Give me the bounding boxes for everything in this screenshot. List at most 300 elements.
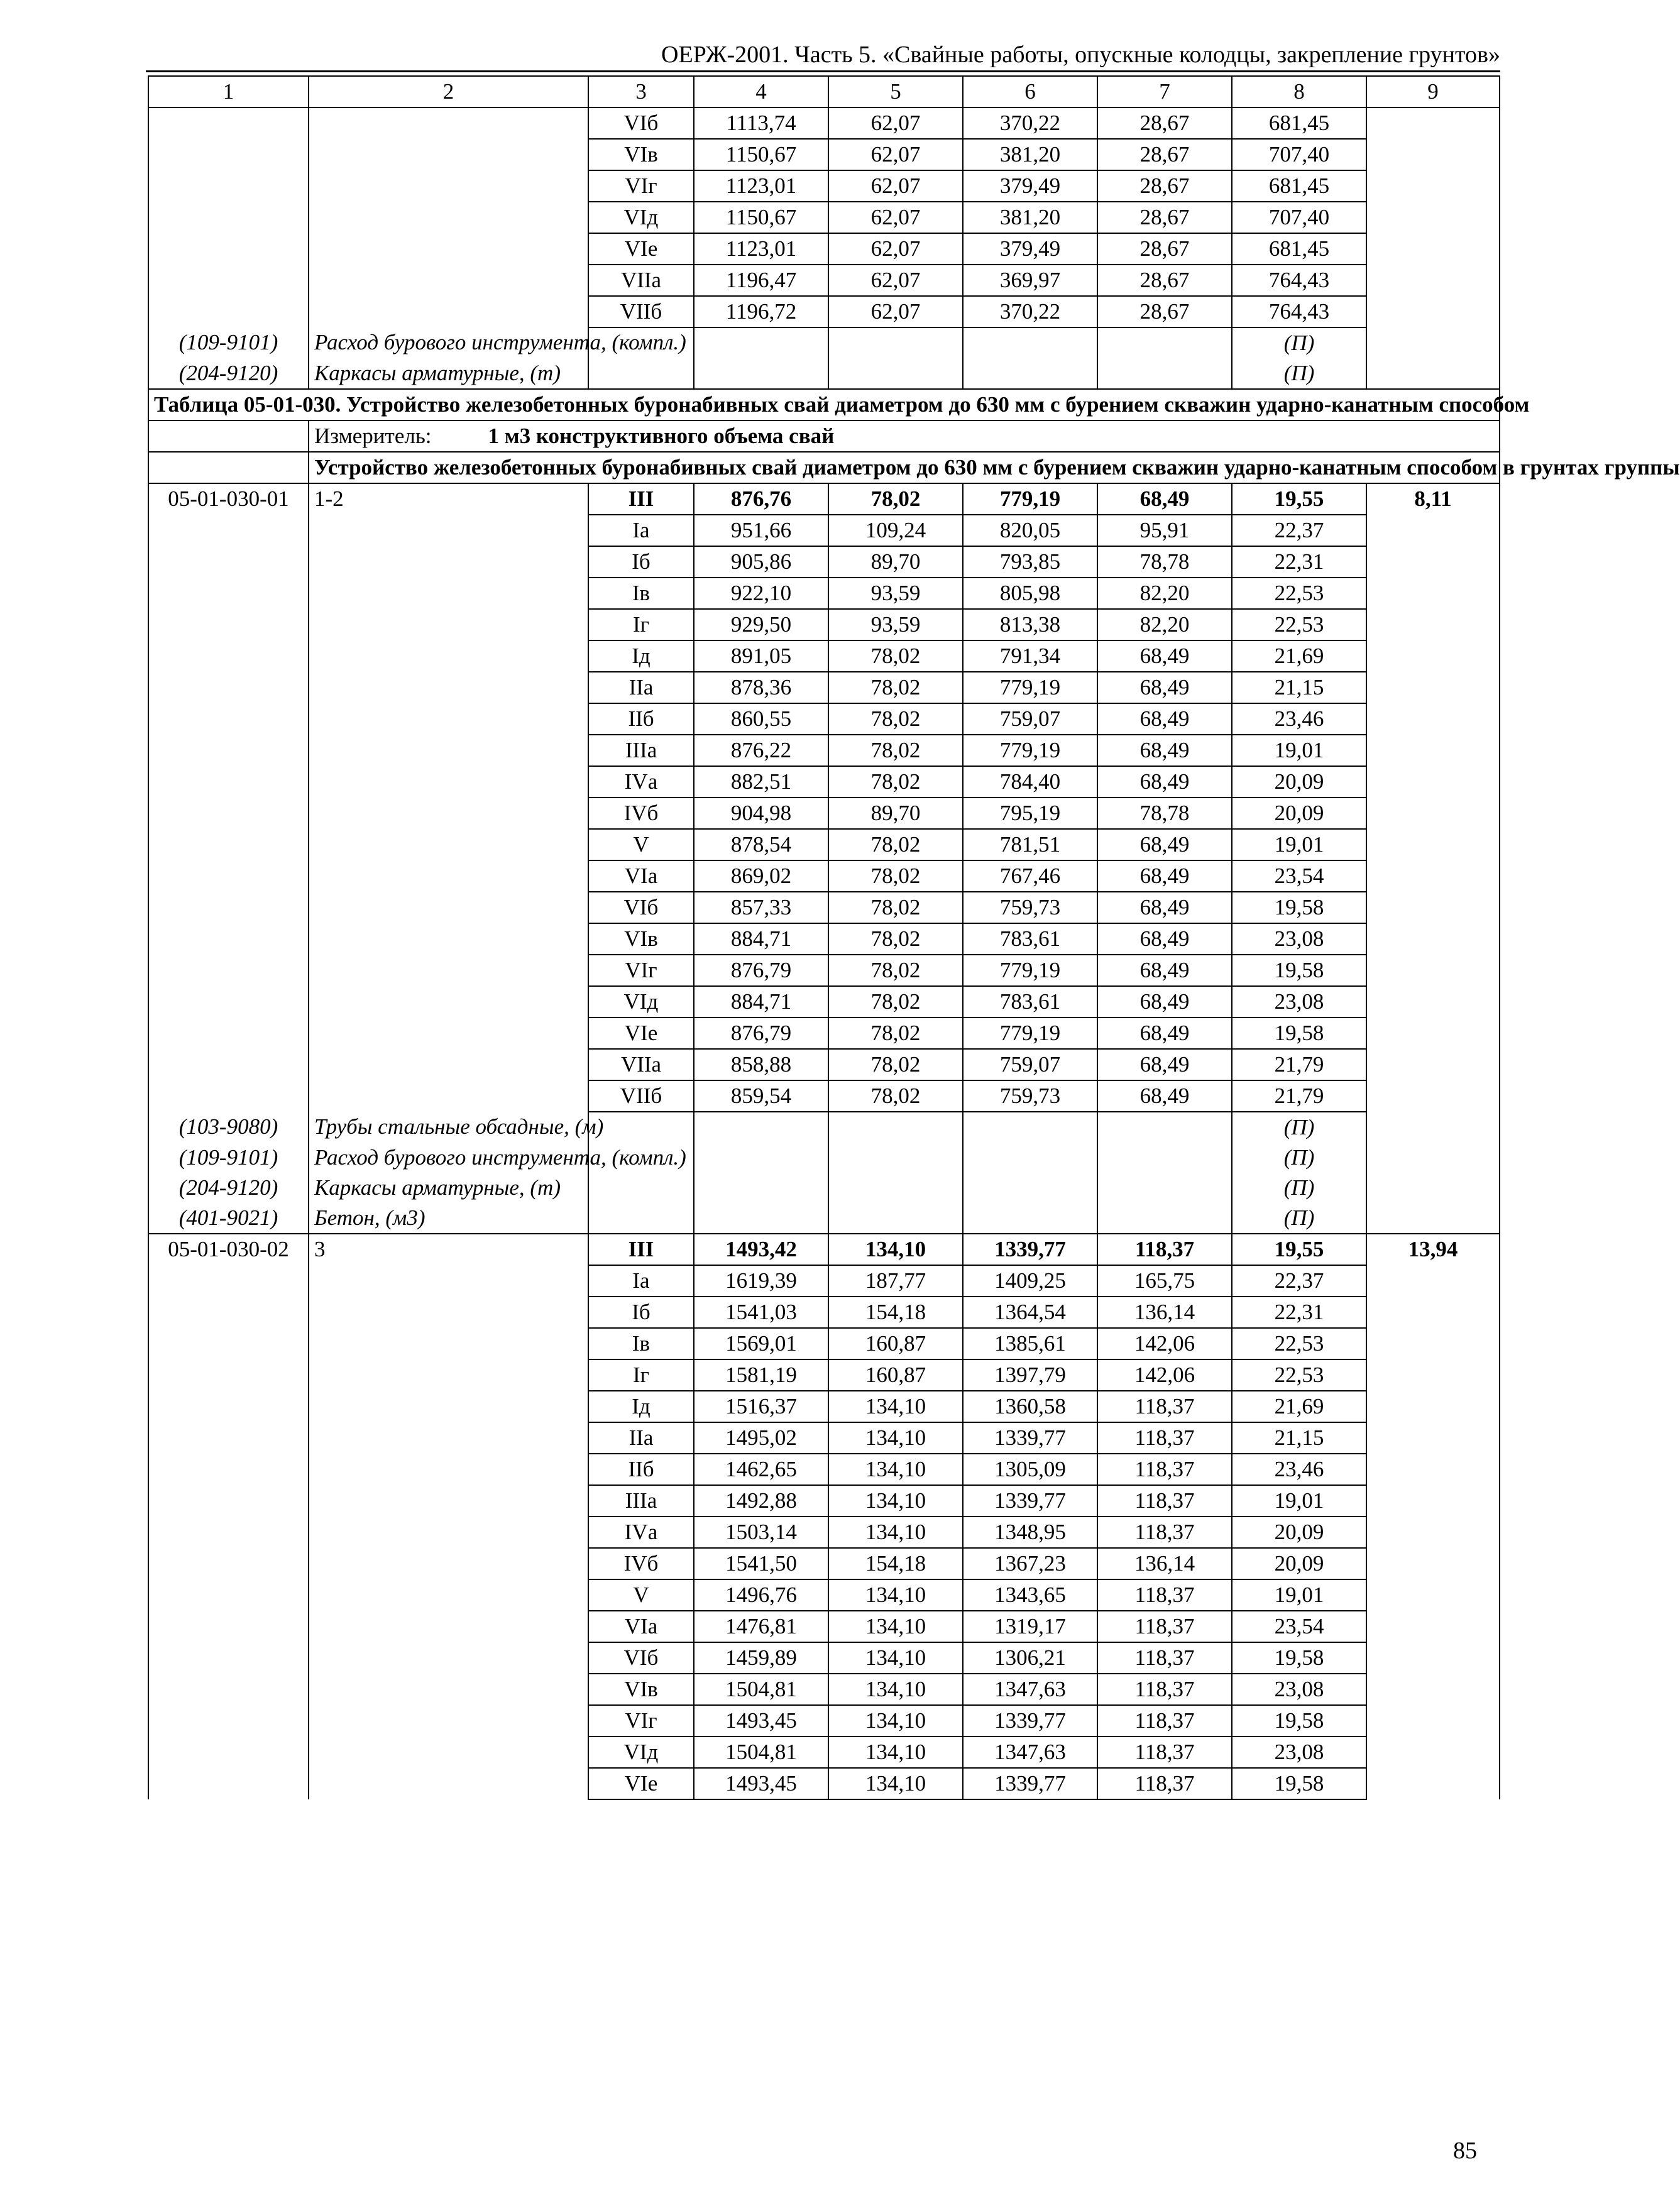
region-code: VIа — [588, 1611, 694, 1642]
value-cell: 1397,79 — [963, 1359, 1097, 1391]
value-cell: 134,10 — [828, 1768, 963, 1799]
blank-cell — [828, 1203, 963, 1234]
blank-cell — [1097, 1143, 1232, 1173]
value-cell: 860,55 — [694, 703, 828, 735]
value-cell: 78,02 — [828, 955, 963, 986]
blank-cell — [148, 139, 309, 170]
blank-cell — [148, 672, 309, 703]
value-cell: 89,70 — [828, 798, 963, 829]
value-cell: 1496,76 — [694, 1579, 828, 1611]
value-cell: 21,79 — [1232, 1080, 1366, 1112]
measure-value: 1 м3 конструктивного объема свай — [488, 424, 835, 448]
value-cell: 19,58 — [1232, 892, 1366, 923]
blank-cell — [1366, 1485, 1500, 1517]
value-cell: 28,67 — [1097, 107, 1232, 139]
measure-cell — [309, 420, 1500, 452]
value-cell: 68,49 — [1097, 703, 1232, 735]
value-cell: 882,51 — [694, 766, 828, 798]
value-cell: 783,61 — [963, 986, 1097, 1018]
region-code: Iд — [588, 1391, 694, 1422]
blank-cell — [694, 358, 828, 389]
blank-cell — [309, 296, 588, 327]
price-row — [148, 1049, 1500, 1080]
blank-cell — [148, 1297, 309, 1328]
value-cell: 19,58 — [1232, 1705, 1366, 1737]
value-cell: 78,02 — [828, 923, 963, 955]
value-cell: 20,09 — [1232, 798, 1366, 829]
blank-cell — [1366, 986, 1500, 1018]
value-cell: 19,01 — [1232, 1579, 1366, 1611]
value-cell: 78,02 — [828, 1049, 963, 1080]
material-code: (204-9120) — [148, 358, 309, 389]
price-row — [148, 1579, 1500, 1611]
value-cell: 19,58 — [1232, 1642, 1366, 1674]
price-row — [148, 703, 1500, 735]
value-cell: 764,43 — [1232, 265, 1366, 296]
blank-cell — [309, 139, 588, 170]
blank-cell — [148, 1485, 309, 1517]
value-cell: 68,49 — [1097, 766, 1232, 798]
value-cell: 905,86 — [694, 546, 828, 578]
column-number: 3 — [588, 76, 694, 107]
value-cell: 904,98 — [694, 798, 828, 829]
blank-cell — [1366, 892, 1500, 923]
blank-cell — [148, 1265, 309, 1297]
value-cell: 1409,25 — [963, 1265, 1097, 1297]
blank-cell — [148, 986, 309, 1018]
blank-cell — [1366, 515, 1500, 546]
price-row — [148, 170, 1500, 202]
blank-cell — [309, 515, 588, 546]
value-cell: 62,07 — [828, 265, 963, 296]
measure-row — [148, 420, 1500, 452]
value-cell: 1339,77 — [963, 1234, 1097, 1265]
value-cell: 813,38 — [963, 609, 1097, 640]
column-number: 8 — [1232, 76, 1366, 107]
value-cell: 134,10 — [828, 1485, 963, 1517]
blank-cell — [309, 170, 588, 202]
blank-cell — [309, 672, 588, 703]
price-row — [148, 1265, 1500, 1297]
value-cell: 22,53 — [1232, 1328, 1366, 1359]
price-row — [148, 1517, 1500, 1548]
value-cell: 379,49 — [963, 233, 1097, 265]
value-cell: 78,02 — [828, 672, 963, 703]
value-cell: 118,37 — [1097, 1674, 1232, 1705]
value-cell: 118,37 — [1097, 1768, 1232, 1799]
value-cell: 1150,67 — [694, 139, 828, 170]
price-row — [148, 1737, 1500, 1768]
blank-cell — [588, 1112, 694, 1143]
value-cell: 681,45 — [1232, 170, 1366, 202]
value-cell: 187,77 — [828, 1265, 963, 1297]
blank-cell — [1366, 798, 1500, 829]
value-cell: 118,37 — [1097, 1642, 1232, 1674]
value-cell: 134,10 — [828, 1579, 963, 1611]
blank-cell — [309, 1611, 588, 1642]
table-title: Таблица 05-01-030. Устройство железобетонных буронабивных свай диаметром до 630 мм с бурением скважин ударно-канатным способом — [148, 389, 1500, 420]
price-row — [148, 1611, 1500, 1642]
blank-cell — [148, 1611, 309, 1642]
value-cell: 21,69 — [1232, 1391, 1366, 1422]
blank-cell — [694, 327, 828, 358]
blank-cell — [1366, 170, 1500, 202]
region-code: IIа — [588, 672, 694, 703]
blank-cell — [148, 1642, 309, 1674]
blank-cell — [1366, 139, 1500, 170]
material-name: Бетон, (м3) — [309, 1203, 588, 1234]
value-cell: 781,51 — [963, 829, 1097, 860]
value-cell: 876,79 — [694, 1018, 828, 1049]
blank-cell — [148, 1579, 309, 1611]
value-cell: 1504,81 — [694, 1737, 828, 1768]
blank-cell — [694, 1173, 828, 1203]
value-cell: 68,49 — [1097, 860, 1232, 892]
region-code: Iг — [588, 1359, 694, 1391]
value-cell: 22,31 — [1232, 546, 1366, 578]
blank-cell — [148, 1359, 309, 1391]
blank-cell — [1366, 640, 1500, 672]
blank-cell — [148, 798, 309, 829]
value-cell: 68,49 — [1097, 829, 1232, 860]
blank-cell — [309, 1548, 588, 1579]
coefficient: 8,11 — [1366, 483, 1500, 515]
value-cell: 78,78 — [1097, 546, 1232, 578]
column-number: 4 — [694, 76, 828, 107]
price-row — [148, 1548, 1500, 1579]
value-cell: 1150,67 — [694, 202, 828, 233]
blank-cell — [148, 1454, 309, 1485]
value-cell: 1462,65 — [694, 1454, 828, 1485]
material-name: Расход бурового инструмента, (компл.) — [309, 327, 588, 358]
value-cell: 783,61 — [963, 923, 1097, 955]
value-cell: 62,07 — [828, 107, 963, 139]
value-cell: 1364,54 — [963, 1297, 1097, 1328]
price-row — [148, 1359, 1500, 1391]
value-cell: 118,37 — [1097, 1517, 1232, 1548]
price-table — [148, 75, 1680, 1800]
blank-cell — [148, 1548, 309, 1579]
value-cell: 1306,21 — [963, 1642, 1097, 1674]
value-cell: 857,33 — [694, 892, 828, 923]
value-cell: 142,06 — [1097, 1328, 1232, 1359]
price-row — [148, 1768, 1500, 1799]
blank-cell — [588, 1203, 694, 1234]
region-code: V — [588, 829, 694, 860]
value-cell: 78,02 — [828, 735, 963, 766]
value-cell: 28,67 — [1097, 170, 1232, 202]
value-cell: 118,37 — [1097, 1454, 1232, 1485]
value-cell: 1493,42 — [694, 1234, 828, 1265]
blank-cell — [1366, 703, 1500, 735]
blank-cell — [963, 1112, 1097, 1143]
blank-cell — [828, 1112, 963, 1143]
blank-cell — [148, 1422, 309, 1454]
blank-cell — [148, 546, 309, 578]
value-cell: 381,20 — [963, 202, 1097, 233]
region-code: IVб — [588, 1548, 694, 1579]
price-row — [148, 923, 1500, 955]
value-cell: 1492,88 — [694, 1485, 828, 1517]
price-row — [148, 202, 1500, 233]
value-cell: 884,71 — [694, 986, 828, 1018]
blank-cell — [309, 1485, 588, 1517]
price-row — [148, 1642, 1500, 1674]
blank-cell — [588, 1173, 694, 1203]
blank-cell — [148, 1328, 309, 1359]
value-cell: 19,55 — [1232, 1234, 1366, 1265]
value-cell: 78,02 — [828, 703, 963, 735]
blank-cell — [1366, 923, 1500, 955]
blank-cell — [309, 1674, 588, 1705]
value-cell: 78,02 — [828, 829, 963, 860]
blank-cell — [1097, 358, 1232, 389]
price-row — [148, 546, 1500, 578]
blank-cell — [148, 1705, 309, 1737]
value-cell: 19,58 — [1232, 1768, 1366, 1799]
value-cell: 23,08 — [1232, 1674, 1366, 1705]
region-code: VIб — [588, 1642, 694, 1674]
value-cell: 784,40 — [963, 766, 1097, 798]
blank-cell — [963, 327, 1097, 358]
material-flag: (П) — [1232, 1112, 1366, 1143]
value-cell: 370,22 — [963, 107, 1097, 139]
value-cell: 22,53 — [1232, 609, 1366, 640]
material-name: Расход бурового инструмента, (компл.) — [309, 1143, 588, 1173]
price-row — [148, 1328, 1500, 1359]
table-title-row — [148, 389, 1500, 420]
value-cell: 93,59 — [828, 609, 963, 640]
value-cell: 1493,45 — [694, 1768, 828, 1799]
blank-cell — [309, 798, 588, 829]
value-cell: 759,73 — [963, 892, 1097, 923]
price-row — [148, 265, 1500, 296]
blank-cell — [309, 766, 588, 798]
price-row — [148, 609, 1500, 640]
value-cell: 78,02 — [828, 986, 963, 1018]
value-cell: 1459,89 — [694, 1642, 828, 1674]
price-row — [148, 296, 1500, 327]
value-cell: 707,40 — [1232, 202, 1366, 233]
material-row — [148, 1173, 1500, 1203]
value-cell: 62,07 — [828, 233, 963, 265]
value-cell: 951,66 — [694, 515, 828, 546]
material-row — [148, 358, 1500, 389]
value-cell: 779,19 — [963, 735, 1097, 766]
price-row — [148, 735, 1500, 766]
value-cell: 68,49 — [1097, 735, 1232, 766]
column-number: 6 — [963, 76, 1097, 107]
material-name: Каркасы арматурные, (т) — [309, 358, 588, 389]
blank-cell — [1366, 1768, 1500, 1799]
value-cell: 1305,09 — [963, 1454, 1097, 1485]
value-cell: 20,09 — [1232, 766, 1366, 798]
value-cell: 20,09 — [1232, 1517, 1366, 1548]
price-row — [148, 1454, 1500, 1485]
value-cell: 68,49 — [1097, 1080, 1232, 1112]
region-code: VIIб — [588, 1080, 694, 1112]
value-cell: 62,07 — [828, 296, 963, 327]
region-code: Iв — [588, 1328, 694, 1359]
value-cell: 78,02 — [828, 766, 963, 798]
blank-cell — [148, 829, 309, 860]
blank-cell — [1366, 1203, 1500, 1234]
blank-cell — [828, 358, 963, 389]
value-cell: 118,37 — [1097, 1391, 1232, 1422]
blank-cell — [148, 1049, 309, 1080]
material-code: (109-9101) — [148, 327, 309, 358]
blank-cell — [694, 1143, 828, 1173]
material-row — [148, 1112, 1500, 1143]
value-cell: 134,10 — [828, 1737, 963, 1768]
blank-cell — [1366, 735, 1500, 766]
blank-cell — [309, 609, 588, 640]
value-cell: 19,58 — [1232, 955, 1366, 986]
value-cell: 28,67 — [1097, 139, 1232, 170]
value-cell: 134,10 — [828, 1611, 963, 1642]
region-code: IVа — [588, 766, 694, 798]
blank-cell — [309, 955, 588, 986]
value-cell: 884,71 — [694, 923, 828, 955]
blank-cell — [309, 1080, 588, 1112]
column-number-row — [148, 76, 1500, 107]
table-subtitle: Устройство железобетонных буронабивных свай диаметром до 630 мм с бурением скважин ударно-канатным способом в грунтах группы — [309, 452, 1500, 483]
value-cell: 78,02 — [828, 892, 963, 923]
column-number: 5 — [828, 76, 963, 107]
blank-cell — [1366, 1705, 1500, 1737]
value-cell: 791,34 — [963, 640, 1097, 672]
blank-cell — [1097, 1112, 1232, 1143]
value-cell: 379,49 — [963, 170, 1097, 202]
material-flag: (П) — [1232, 327, 1366, 358]
value-cell: 28,67 — [1097, 296, 1232, 327]
value-cell: 23,46 — [1232, 703, 1366, 735]
value-cell: 1495,02 — [694, 1422, 828, 1454]
blank-cell — [148, 609, 309, 640]
value-cell: 23,08 — [1232, 1737, 1366, 1768]
price-row — [148, 955, 1500, 986]
blank-cell — [309, 546, 588, 578]
blank-cell — [148, 452, 309, 483]
value-cell: 1476,81 — [694, 1611, 828, 1642]
value-cell: 68,49 — [1097, 483, 1232, 515]
blank-cell — [309, 735, 588, 766]
blank-cell — [1366, 233, 1500, 265]
blank-cell — [309, 1579, 588, 1611]
value-cell: 19,58 — [1232, 1018, 1366, 1049]
region-code: VIд — [588, 1737, 694, 1768]
blank-cell — [1366, 107, 1500, 139]
blank-cell — [1366, 202, 1500, 233]
value-cell: 1504,81 — [694, 1674, 828, 1705]
blank-cell — [1366, 1112, 1500, 1143]
region-code: IIа — [588, 1422, 694, 1454]
price-row — [148, 798, 1500, 829]
value-cell: 1541,03 — [694, 1297, 828, 1328]
value-cell: 154,18 — [828, 1548, 963, 1579]
price-row — [148, 1705, 1500, 1737]
region-code: VIв — [588, 923, 694, 955]
value-cell: 22,37 — [1232, 1265, 1366, 1297]
value-cell: 22,37 — [1232, 515, 1366, 546]
blank-cell — [309, 829, 588, 860]
value-cell: 160,87 — [828, 1328, 963, 1359]
value-cell: 764,43 — [1232, 296, 1366, 327]
value-cell: 1196,72 — [694, 296, 828, 327]
region-code: VIб — [588, 107, 694, 139]
region-code: VIд — [588, 202, 694, 233]
region-code: Iа — [588, 1265, 694, 1297]
value-cell: 134,10 — [828, 1642, 963, 1674]
value-cell: 19,01 — [1232, 1485, 1366, 1517]
value-cell: 68,49 — [1097, 1018, 1232, 1049]
blank-cell — [1366, 1611, 1500, 1642]
material-row — [148, 1143, 1500, 1173]
value-cell: 23,08 — [1232, 923, 1366, 955]
blank-cell — [148, 703, 309, 735]
value-cell: 82,20 — [1097, 578, 1232, 609]
price-row — [148, 139, 1500, 170]
blank-cell — [828, 1143, 963, 1173]
value-cell: 95,91 — [1097, 515, 1232, 546]
value-cell: 1123,01 — [694, 170, 828, 202]
blank-cell — [1366, 1018, 1500, 1049]
value-cell: 68,49 — [1097, 892, 1232, 923]
column-number: 2 — [309, 76, 588, 107]
region-code: VIIа — [588, 265, 694, 296]
soil-group: 3 — [309, 1234, 588, 1265]
region-code: Iг — [588, 609, 694, 640]
value-cell: 1385,61 — [963, 1328, 1097, 1359]
blank-cell — [148, 1018, 309, 1049]
blank-cell — [1366, 860, 1500, 892]
blank-cell — [148, 107, 309, 139]
value-cell: 681,45 — [1232, 233, 1366, 265]
subtitle-row — [148, 452, 1500, 483]
material-flag: (П) — [1232, 1203, 1366, 1234]
value-cell: 62,07 — [828, 202, 963, 233]
blank-cell — [1097, 327, 1232, 358]
value-cell: 1569,01 — [694, 1328, 828, 1359]
region-code: VIг — [588, 170, 694, 202]
blank-cell — [148, 1674, 309, 1705]
value-cell: 21,15 — [1232, 672, 1366, 703]
blank-cell — [1366, 1080, 1500, 1112]
page-number: 85 — [1453, 2137, 1477, 2164]
value-cell: 78,78 — [1097, 798, 1232, 829]
value-cell: 922,10 — [694, 578, 828, 609]
value-cell: 21,79 — [1232, 1049, 1366, 1080]
value-cell: 1493,45 — [694, 1705, 828, 1737]
value-cell: 1113,74 — [694, 107, 828, 139]
value-cell: 876,22 — [694, 735, 828, 766]
region-code: VIг — [588, 955, 694, 986]
value-cell: 118,37 — [1097, 1705, 1232, 1737]
value-cell: 779,19 — [963, 1018, 1097, 1049]
value-cell: 118,37 — [1097, 1485, 1232, 1517]
region-code: VIIб — [588, 296, 694, 327]
blank-cell — [1366, 609, 1500, 640]
blank-cell — [1366, 358, 1500, 389]
value-cell: 134,10 — [828, 1234, 963, 1265]
value-cell: 23,46 — [1232, 1454, 1366, 1485]
value-cell: 20,09 — [1232, 1548, 1366, 1579]
blank-cell — [1366, 1265, 1500, 1297]
blank-cell — [309, 1642, 588, 1674]
region-code: III — [588, 483, 694, 515]
price-row — [148, 1297, 1500, 1328]
material-flag: (П) — [1232, 1143, 1366, 1173]
